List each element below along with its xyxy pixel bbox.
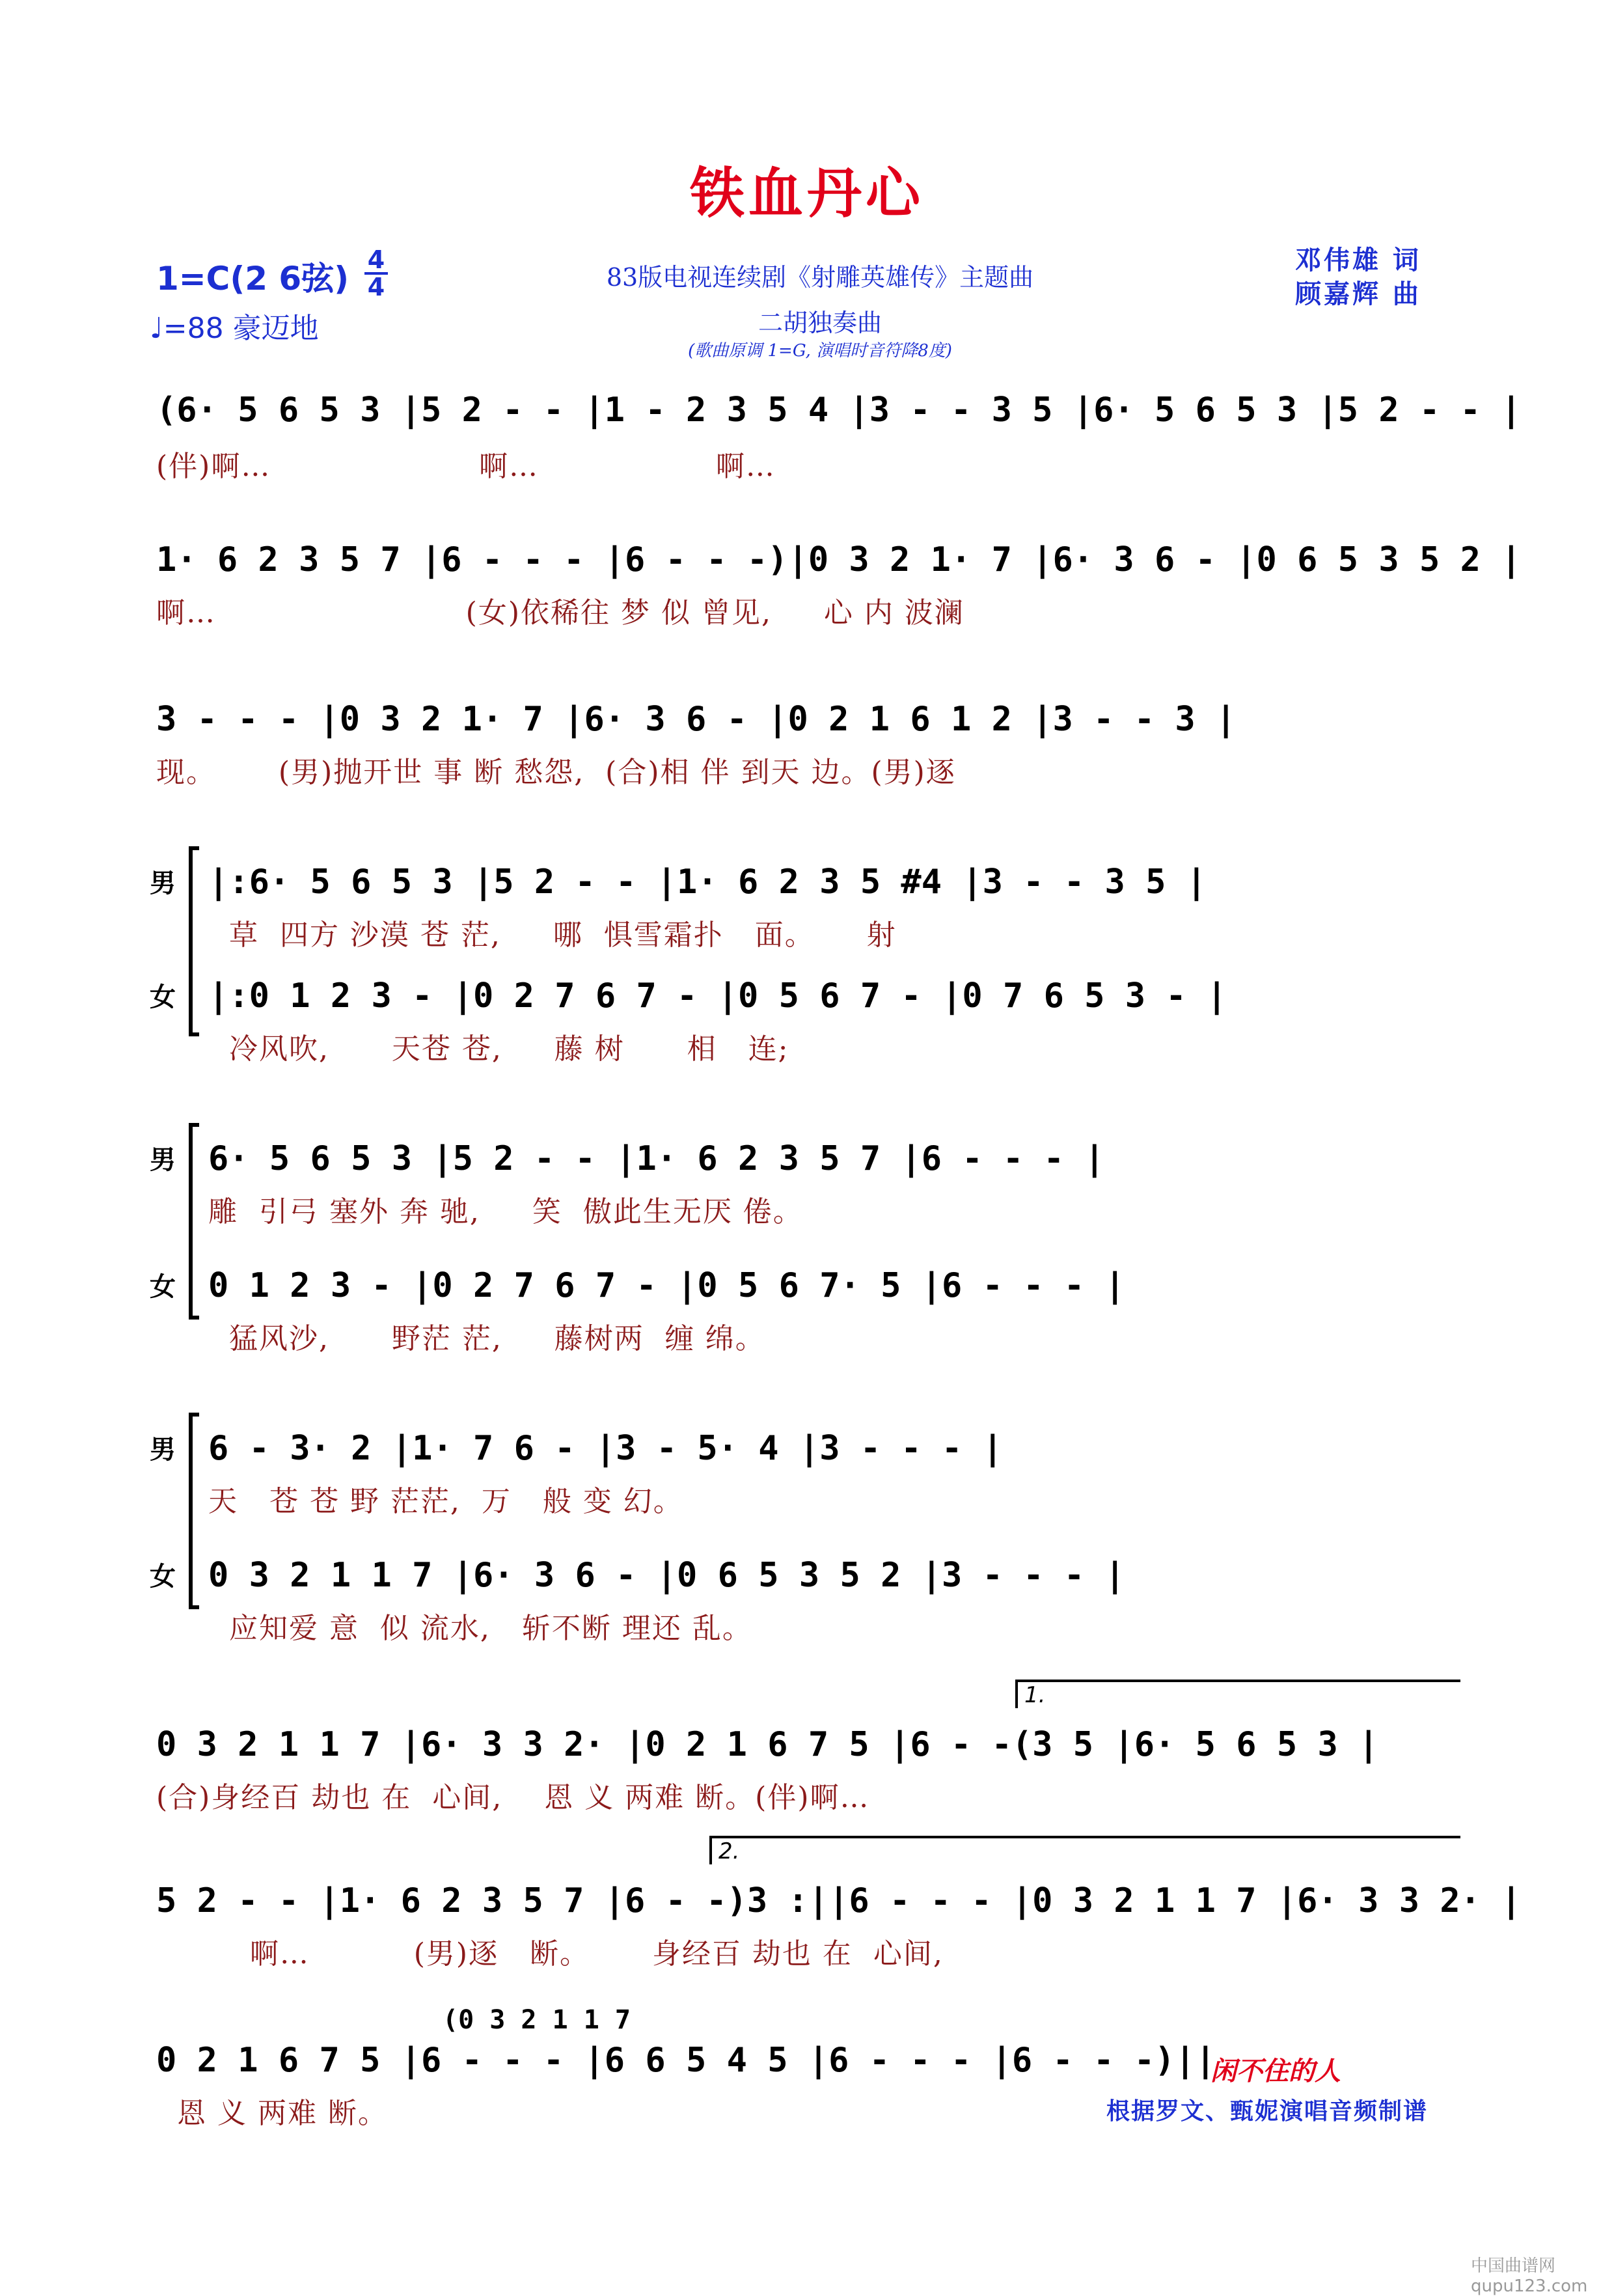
time-signature-bottom: 4 [367,273,385,301]
melody-line-2: 1· 6 2 3 5 7 |6 - - - |6 - - -)|0 3 2 1· 7 |6· 3 6 - |0 6 5 3 5 2 | [156,540,1522,579]
lyric-line-8: 啊… (男)逐 断。 身经百 劫也 在 心间, [156,1937,944,1971]
melody-line-7: 0 3 2 1 1 7 |6· 3 3 2· |0 2 1 6 7 5 |6 - -(3 5 |6· 5 6 5 3 | [156,1725,1379,1764]
lyric-line-6-male: 天 苍 苍 野 茫茫, 万 般 变 幻。 [208,1485,683,1518]
system-bracket [189,846,199,1036]
voice-label-female: 女 [150,982,176,1012]
lyric-line-7: (合)身经百 劫也 在 心间, 恩 义 两难 断。(伴)啊… [156,1781,870,1814]
first-ending-label: 1. [1024,1682,1046,1708]
lyric-line-9: 恩 义 两难 断。 [156,2097,388,2130]
melody-line-3: 3 - - - |0 3 2 1· 7 |6· 3 6 - |0 2 1 6 1 2 |3 - - 3 | [156,700,1237,739]
melody-line-1: (6· 5 6 5 3 |5 2 - - |1 - 2 3 5 4 |3 - - 3 5 |6· 5 6 5 3 |5 2 - - | [156,391,1522,430]
lyric-line-5-male: 雕 引弓 塞外 奔 驰, 笑 傲此生无厌 倦。 [208,1195,803,1228]
melody-line-4-female: |:0 1 2 3 - |0 2 7 6 7 - |0 5 6 7 - |0 7 6 5 3 - | [208,976,1227,1016]
second-ending-label: 2. [718,1838,740,1864]
voice-label-male: 男 [150,1145,176,1175]
key-signature: 1=C(2 6弦) [156,260,349,297]
time-signature [364,247,388,299]
melody-line-6-male: 6 - 3· 2 |1· 7 6 - |3 - 5· 4 |3 - - - | [208,1429,1003,1468]
melody-line-8: 5 2 - - |1· 6 2 3 5 7 |6 - -)3 :||6 - - - |0 3 2 1 1 7 |6· 3 3 2· | [156,1881,1522,1920]
lyric-line-6-female: 应知爱 意 似 流水, 斩不断 理还 乱。 [208,1612,752,1645]
lyric-line-4-female: 冷风吹, 天苍 苍, 藤 树 相 连; [208,1032,789,1066]
time-signature-top: 4 [367,245,385,274]
watermark: 中国曲谱网 qupu123.com [1471,2256,1588,2296]
page-title: 铁血丹心 [689,161,924,225]
voice-label-male: 男 [150,868,176,898]
melody-line-5-male: 6· 5 6 5 3 |5 2 - - |1· 6 2 3 5 7 |6 - - - | [208,1139,1105,1178]
subtitle: 83版电视连续剧《射雕英雄传》主题曲 [606,263,1034,292]
source-note: 根据罗文、甄妮演唱音频制谱 [1106,2097,1429,2125]
lyric-line-4-male: 草 四方 沙漠 苍 茫, 哪 惧雪霜扑 面。 射 [208,919,897,952]
second-ending-bracket [709,1836,1460,1864]
composer: 顾嘉辉 曲 [1295,279,1421,309]
lyric-line-3: 现。 (男)抛开世 事 断 愁怨, (合)相 伴 到天 边。(男)逐 [156,756,956,789]
voice-label-female: 女 [150,1272,176,1302]
system-bracket [189,1123,199,1320]
melody-line-6-female: 0 3 2 1 1 7 |6· 3 6 - |0 6 5 3 5 2 |3 - - - | [208,1556,1125,1595]
lyric-line-5-female: 猛风沙, 野茫 茫, 藤树两 缠 绵。 [208,1322,765,1355]
melody-line-5-female: 0 1 2 3 - |0 2 7 6 7 - |0 5 6 7· 5 |6 - - - | [208,1266,1125,1305]
arranger-signature: 闲不住的人 [1210,2056,1341,2086]
voice-label-male: 男 [150,1435,176,1465]
key-note: (歌曲原调 1=G, 演唱时音符降8度) [688,341,952,361]
tempo-marking: ♩=88 豪迈地 [150,312,319,345]
system-bracket [189,1413,199,1609]
melody-line-4-male: |:6· 5 6 5 3 |5 2 - - |1· 6 2 3 5 #4 |3 - - 3 5 | [208,863,1207,902]
first-ending-bracket [1015,1680,1460,1708]
subtitle-2: 二胡独奏曲 [758,309,882,337]
lyricist: 邓伟雄 词 [1295,245,1421,275]
melody-line-9: 0 2 1 6 7 5 |6 - - - |6 6 5 4 5 |6 - - - |6 - - -)|| [156,2041,1216,2080]
lyric-line-1: (伴)啊… 啊… 啊… [156,450,776,483]
alt-melody: (0 3 2 1 1 7 [443,2005,631,2035]
lyric-line-2: 啊… (女)依稀往 梦 似 曾见, 心 内 波澜 [156,596,964,629]
voice-label-female: 女 [150,1562,176,1592]
